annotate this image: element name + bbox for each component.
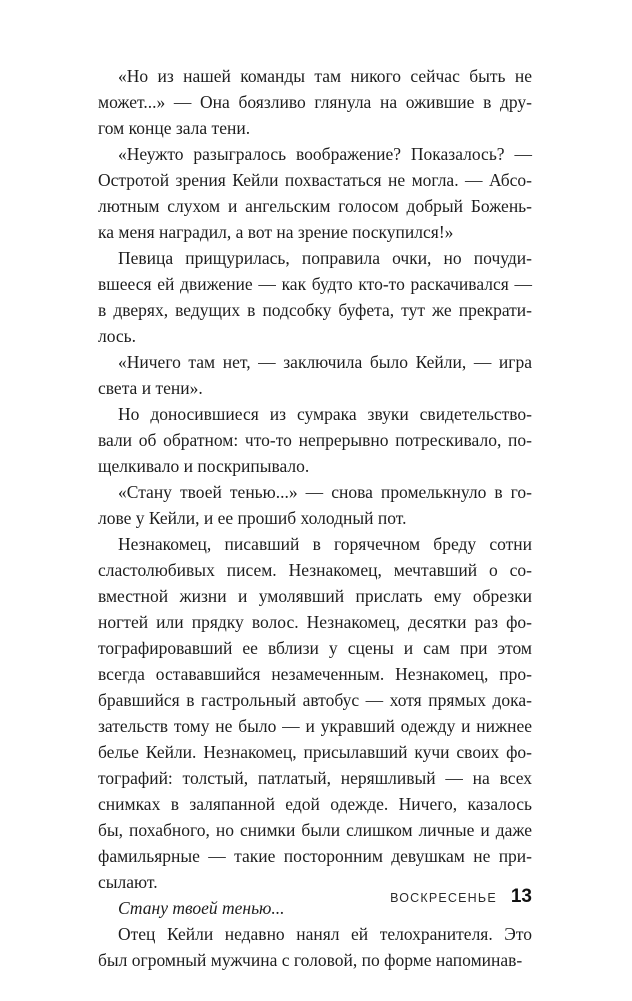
- paragraph: [98, 349, 532, 401]
- text-line: бы, похабного, но снимки были слишком личные и даже: [98, 820, 532, 840]
- body-text: [98, 63, 532, 973]
- text-line: «Неужто разыгралось воображение? Показалось? —: [118, 144, 532, 164]
- text-line: «Ничего там нет, — заключила было Кейли, — игра: [118, 352, 532, 372]
- text-line: лось.: [98, 326, 137, 346]
- paragraph: [98, 921, 532, 973]
- text-line: Незнакомец, писавший в горячечном бреду сотни: [118, 534, 532, 554]
- text-line: зательств тому не было — и укравший одежду и нижнее: [98, 716, 532, 736]
- text-line: ка меня наградил, а вот на зрение поскупился!»: [98, 222, 454, 242]
- text-line: Певица прищурилась, поправила очки, но почуди-: [118, 248, 532, 268]
- text-line: вали об обратном: что-то непрерывно потрескивало, по-: [98, 430, 532, 450]
- paragraph: [98, 479, 532, 531]
- text-line: бравшийся в гастрольный автобус — хотя прямых дока-: [98, 690, 532, 710]
- text-line: всегда остававшийся незамеченным. Незнакомец, про-: [98, 664, 532, 684]
- text-line: света и тени».: [98, 378, 203, 398]
- paragraph: [98, 63, 532, 141]
- text-line: фамильярные — такие посторонним девушкам не при-: [98, 846, 532, 866]
- text-line: Отец Кейли недавно нанял ей телохранителя. Это: [118, 924, 532, 944]
- text-line: в дверях, ведущих в подсобку буфета, тут же прекрати-: [98, 300, 532, 320]
- text-line: был огромный мужчина с головой, по форме напоминав-: [98, 950, 523, 970]
- running-head: ВОСКРЕСЕНЬЕ: [390, 891, 497, 905]
- text-line: ногтей или прядку волос. Незнакомец, десятки раз фо-: [98, 612, 532, 632]
- text-line: белье Кейли. Незнакомец, присылавший кучи своих фо-: [98, 742, 532, 762]
- text-line: «Но из нашей команды там никого сейчас быть не: [118, 66, 532, 86]
- text-line: лютным слухом и ангельским голосом добрый Божень-: [98, 196, 532, 216]
- text-line: может...» — Она боязливо глянула на ожившие в дру-: [98, 92, 532, 112]
- text-line: сластолюбивых писем. Незнакомец, мечтавший о со-: [98, 560, 532, 580]
- text-line: «Стану твоей тенью...» — снова промелькнуло в го-: [118, 482, 532, 502]
- text-line: щелкивало и поскрипывало.: [98, 456, 310, 476]
- paragraph: [98, 401, 532, 479]
- text-line: Остротой зрения Кейли похвастаться не могла. — Абсо-: [98, 170, 532, 190]
- text-line: вшееся ей движение — как будто кто-то раскачивался —: [98, 274, 532, 294]
- paragraph: [98, 531, 532, 895]
- page-footer: [98, 886, 532, 908]
- text-line: снимках в заляпанной едой одежде. Ничего, казалось: [98, 794, 532, 814]
- text-line: Стану твоей тенью...: [118, 898, 285, 918]
- page-number: 13: [510, 886, 532, 907]
- text-line: тографий: толстый, патлатый, неряшливый — на всех: [98, 768, 532, 788]
- paragraph: [98, 245, 532, 349]
- text-line: лове у Кейли, и ее прошиб холодный пот.: [98, 508, 407, 528]
- text-line: Но доносившиеся из сумрака звуки свидетельство-: [118, 404, 532, 424]
- text-line: вместной жизни и умолявший прислать ему обрезки: [98, 586, 532, 606]
- text-line: тографировавший ее вблизи у сцены и сам при этом: [98, 638, 532, 658]
- text-line: сылают.: [98, 872, 158, 892]
- paragraph: [98, 141, 532, 245]
- text-line: гом конце зала тени.: [98, 118, 251, 138]
